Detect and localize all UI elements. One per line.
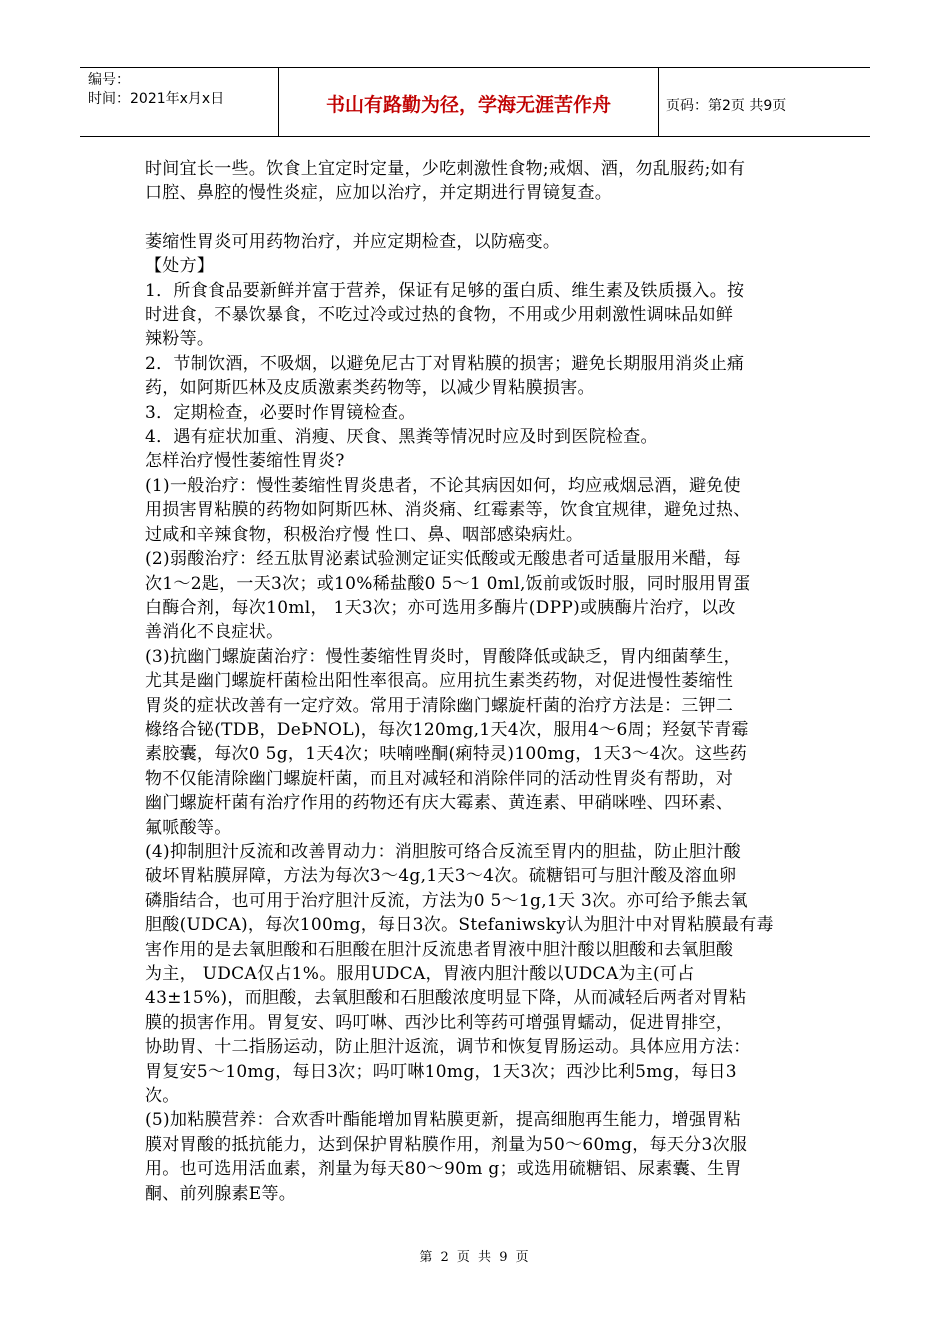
text-line: (2)弱酸治疗：经五肽胃泌素试验测定证实低酸或无酸患者可适量服用米醋，每 (145, 549, 741, 570)
text-line: (3)抗幽门螺旋菌治疗：慢性萎缩性胃炎时，胃酸降低或缺乏，胃内细菌孳生， (145, 646, 741, 667)
page-footer: 第 2 页 共 9 页 (419, 1250, 531, 1265)
text-line: 氟哌酸等。 (145, 817, 232, 838)
text-line: 害作用的是去氧胆酸和石胆酸在胆汁反流患者胃液中胆汁酸以胆酸和去氧胆酸 (145, 939, 734, 960)
text-line: 用。也可选用活血素，剂量为每天80～90m g；或选用硫糖铝、尿素囊、生胃 (145, 1159, 742, 1180)
text-line: 素胶囊，每次0 5g，1天4次；呋喃唑酮(痢特灵)100mg，1天3～4次。这些药 (145, 744, 748, 765)
text-line: 43±15%)，而胆酸，去氧胆酸和石胆酸浓度明显下降，从而减轻后两者对胃粘 (145, 988, 747, 1009)
text-line: 2．节制饮酒，不吸烟，以避免尼古丁对胃粘膜的损害；避免长期服用消炎止痛 (145, 353, 745, 374)
text-line: 3．定期检查，必要时作胃镜检查。 (145, 402, 416, 423)
text-line: 辣粉等。 (145, 329, 215, 350)
text-line: 时进食，不暴饮暴食，不吃过冷或过热的食物，不用或少用刺激性调味品如鲜 (145, 305, 734, 326)
text-line: 橼络合铋(TDB，DeÞNOL)，每次120mg,1天4次，服用4～6周；羟氨苄青霉 (145, 719, 749, 740)
text-line: 膜对胃酸的抵抗能力，达到保护胃粘膜作用，剂量为50～60mg，每天分3次服 (145, 1134, 748, 1155)
text-line: 怎样治疗慢性萎缩性胃炎? (145, 451, 345, 472)
text-line: 次。 (145, 1086, 180, 1107)
page-info: 页码：第2页 共9页 (666, 98, 787, 114)
document-body (145, 157, 815, 1206)
text-line: 药，如阿斯匹林及皮质激素类药物等，以减少胃粘膜损害。 (145, 378, 595, 399)
text-line: 酮、前列腺素E等。 (145, 1183, 297, 1204)
page-header (80, 67, 870, 137)
text-line: 1．所食食品要新鲜并富于营养，保证有足够的蛋白质、维生素及铁质摄入。按 (145, 280, 745, 301)
text-line: 物不仅能清除幽门螺旋杆菌，而且对减轻和消除伴同的活动性胃炎有帮助，对 (145, 768, 734, 789)
text-line: 白酶合剂，每次10ml， 1天3次；亦可选用多酶片(DPP)或胰酶片治疗，以改 (145, 597, 736, 618)
text-line: 次1～2匙，一天3次；或10%稀盐酸0 5～1 0ml,饭前或饭时服，同时服用胃蛋 (145, 573, 751, 594)
text-line: 磷脂结合，也可用于治疗胆汁反流，方法为0 5～1g,1天 3次。亦可给予熊去氧 (145, 890, 748, 911)
header-left-cell (80, 68, 279, 136)
document-number-label: 编号： (88, 72, 130, 88)
text-line: 尤其是幽门螺旋杆菌检出阳性率很高。应用抗生素类药物，对促进慢性萎缩性 (145, 671, 734, 692)
text-line: 过咸和辛辣食物，积极治疗慢 性口、鼻、咽部感染病灶。 (145, 524, 584, 545)
text-line: 用损害胃粘膜的药物如阿斯匹林、消炎痛、红霉素等，饮食宜规律，避免过热、 (145, 500, 751, 521)
text-line: 善消化不良症状。 (145, 622, 284, 643)
text-line: 口腔、鼻腔的慢性炎症，应加以治疗，并定期进行胃镜复查。 (145, 183, 613, 204)
document-date: 时间：2021年x月x日 (88, 91, 225, 107)
text-line: 为主， UDCA仅占1%。服用UDCA，胃液内胆汁酸以UDCA为主(可占 (145, 964, 695, 984)
text-line: 胆酸(UDCA)，每次100mg，每日3次。Stefaniwsky认为胆汁中对胃粘膜最有毒 (145, 915, 774, 936)
text-line: 时间宜长一些。饮食上宜定时定量，少吃刺激性食物;戒烟、酒，勿乱服药;如有 (145, 159, 746, 179)
text-line: 萎缩性胃炎可用药物治疗，并应定期检查，以防癌变。 (145, 231, 561, 252)
text-line: (4)抑制胆汁反流和改善胃动力：消胆胺可络合反流至胃内的胆盐，防止胆汁酸 (145, 841, 741, 862)
header-motto-cell (279, 68, 659, 136)
text-line: 4．遇有症状加重、消瘦、厌食、黑粪等情况时应及时到医院检查。 (145, 427, 658, 448)
text-line: 胃炎的症状改善有一定疗效。常用于清除幽门螺旋杆菌的治疗方法是：三钾二 (145, 695, 734, 716)
text-line: 破坏胃粘膜屏障，方法为每次3～4g,1天3～4次。硫糖铝可与胆汁酸及溶血卵 (145, 866, 737, 887)
header-motto: 书山有路勤为径，学海无涯苦作舟 (325, 94, 611, 116)
text-line: 【处方】 (145, 256, 215, 277)
text-line: (1)一般治疗：慢性萎缩性胃炎患者，不论其病因如何，均应戒烟忌酒，避免使 (145, 475, 741, 496)
text-line: 幽门螺旋杆菌有治疗作用的药物还有庆大霉素、黄连素、甲硝咪唑、四环素、 (145, 793, 734, 814)
text-line: 膜的损害作用。胃复安、吗叮啉、西沙比利等药可增强胃蠕动，促进胃排空， (145, 1012, 734, 1033)
text-line: 协助胃、十二指肠运动，防止胆汁返流，调节和恢复胃肠运动。具体应用方法： (145, 1037, 751, 1058)
text-line: 胃复安5～10mg，每日3次；吗叮啉10mg，1天3次；西沙比利5mg，每日3 (145, 1061, 737, 1082)
text-line: (5)加粘膜营养：合欢香叶酯能增加胃粘膜更新，提高细胞再生能力，增强胃粘 (145, 1110, 741, 1131)
blank-line (145, 206, 815, 230)
